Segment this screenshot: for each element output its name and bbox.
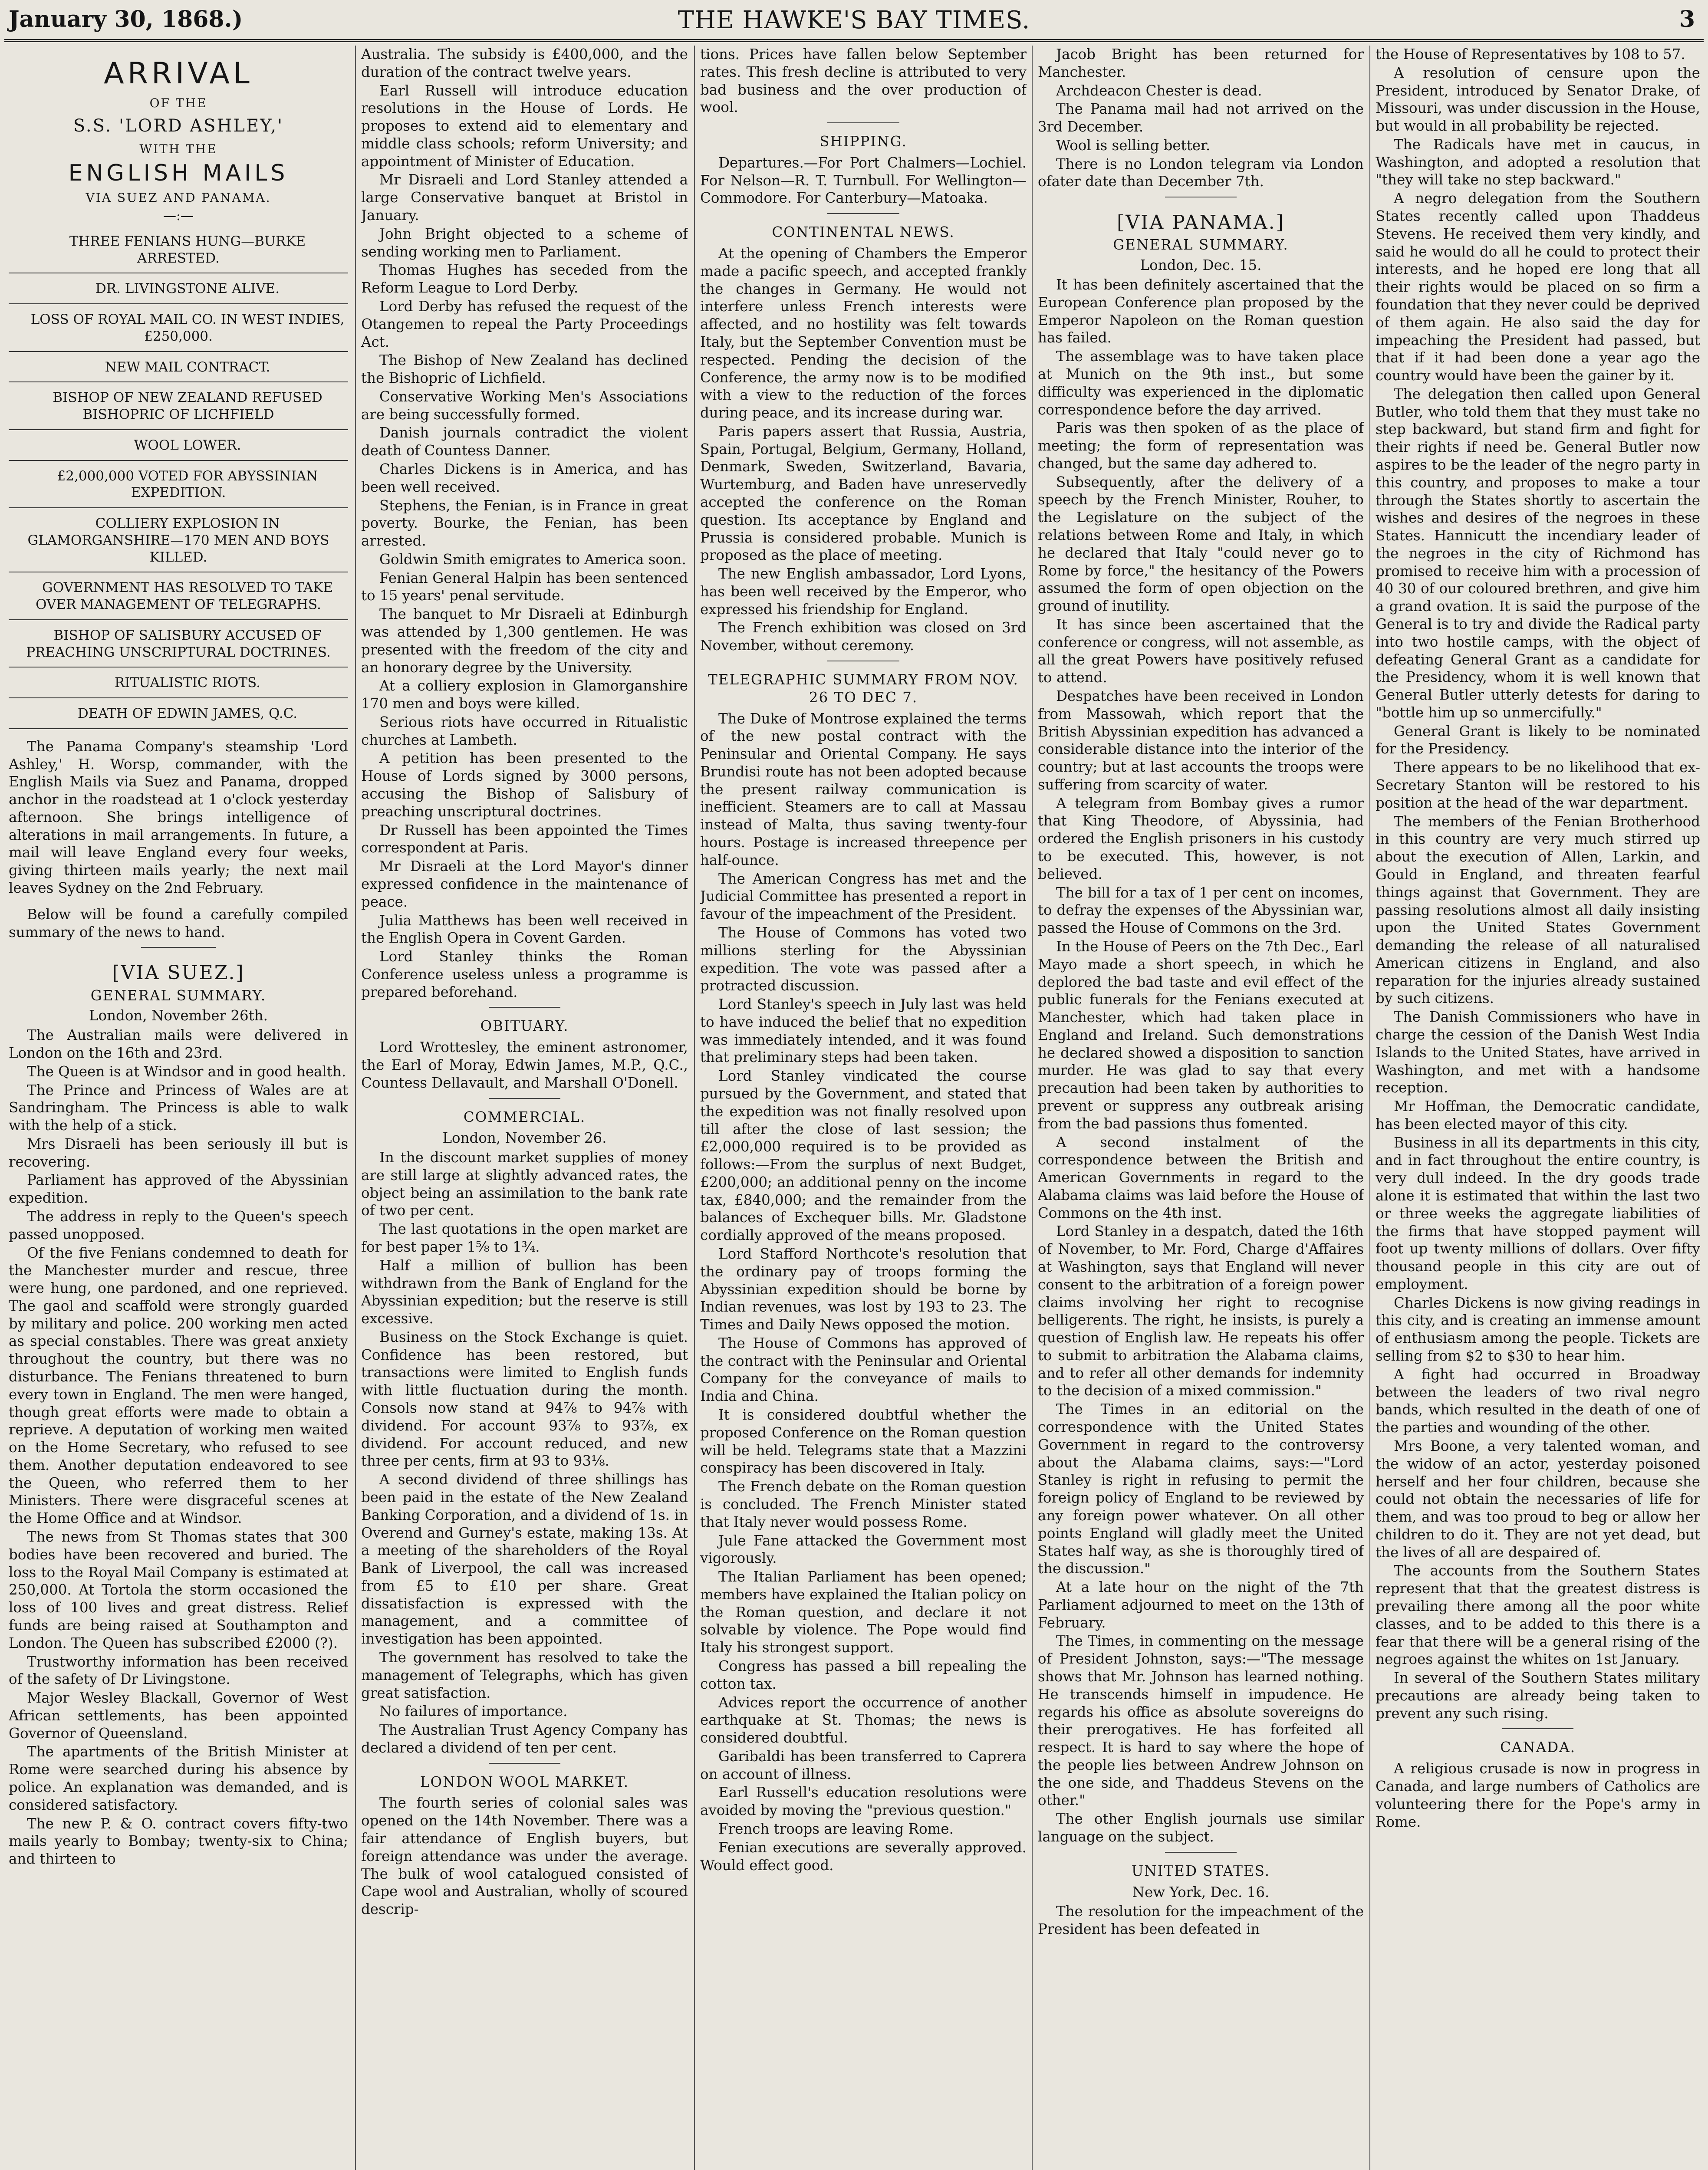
us-dateline: New York, Dec. 16. [1132,1884,1270,1900]
telegraphic-item: Garibaldi has been transferred to Caprera on account of illness. [700,1748,1027,1782]
news-item: The banquet to Mr Disraeli at Edinburgh was attended by 1,300 gentlemen. He was presented with the freedom of the city and an honorary degree by the University. [361,606,688,676]
us-item: A fight had occurred in Broadway between the leaders of two rival negro bands, which resulted in the death of one of the parties and wounding of the other. [1376,1366,1700,1436]
column-rule [1032,46,1033,2170]
telegraphic-heading: TELEGRAPHIC SUMMARY FROM NOV. 26 TO DEC 7. [708,671,1019,706]
column-5 [1376,46,1700,2170]
arrival-title: ARRIVAL [104,56,253,91]
commercial-item: The Australian Trust Agency Company has declared a dividend of ten per cent. [361,1722,688,1756]
news-item: At a colliery explosion in Glamorganshire 170 men and boys were killed. [361,677,688,712]
telegraphic-item: Lord Stanley's speech in July last was held to have induced the belief that no expedition was immediately intended, and it was found that preliminary steps had been taken. [700,996,1027,1066]
telegraphic-item: Fenian executions are severally approved. Would effect good. [700,1839,1027,1874]
us-item: The accounts from the Southern States represent that that the greatest distress is prevailing there among all the poor white classes, and to be added to this there is a fear that there will be a general rising of the negroes against the whites on 1st January. [1376,1562,1700,1668]
news-item: Conservative Working Men's Associations are being successfully formed. [361,388,688,423]
summary-line: GOVERNMENT HAS RESOLVED TO TAKE OVER MANAGEMENT OF TELEGRAPHS. [9,573,348,620]
us-item: A resolution of censure upon the President, introduced by Senator Drake, of Missouri, was under discussion in the House, but would in all probability be rejected. [1376,64,1700,135]
telegraphic-item: The House of Commons has voted two millions sterling for the Abyssinian expedition. The vote was passed after a protracted discussion. [700,924,1027,994]
us-item: In several of the Southern States military precautions are already being taken to prevent any such rising. [1376,1670,1700,1722]
telegraphic-item: The House of Commons has approved of the contract with the Peninsular and Oriental Company for the conveyance of mails to India and China. [700,1335,1027,1405]
telegraphic-item: The Italian Parliament has been opened; members have explained the Italian policy on the Roman question, and declare it not solvable by violence. The Pope would find Italy his strongest support. [700,1568,1027,1656]
separator [1502,1728,1574,1729]
arrival-mails: ENGLISH MAILS [68,160,289,186]
news-item: The address in reply to the Queen's speech passed unopposed. [9,1208,348,1243]
commercial-item: The last quotations in the open market are for best paper 1⅝ to 1¾. [361,1221,688,1255]
column-3 [700,46,1027,2170]
summary-line: RITUALISTIC RIOTS. [9,668,348,698]
us-item: Charles Dickens is now giving readings in this city, and is creating an immense amount of enthusiasm among the people. Tickets are selling from $2 to $30 to hear him. [1376,1294,1700,1364]
news-item: Lord Stanley thinks the Roman Conference useless unless a programme is prepared beforehand. [361,948,688,1000]
column-rule [694,46,695,2170]
news-item: Parliament has approved of the Abyssinian expedition. [9,1172,348,1207]
news-item: Thomas Hughes has seceded from the Reform League to Lord Derby. [361,262,688,296]
news-item: Wool is selling better. [1056,137,1211,154]
panama-dateline: London, Dec. 15. [1140,257,1262,274]
summary-line: WOOL LOWER. [9,431,348,461]
continental-item: Paris papers assert that Russia, Austria, Spain, Portugal, Belgium, Germany, Holland, Denmark, Sweden, Switzerland, Bavaria, Wurtemburg, and Baden have unreservedly accepted the conference on the Roman question. Its acceptance by England and Prussia is considered probable. Munich is proposed as the place of meeting. [700,423,1027,564]
news-item: Serious riots have occurred in Ritualistic churches at Lambeth. [361,713,688,748]
panama-item: Despatches have been received in London from Massowah, which report that the British Abyssinian expedition has advanced a considerable distance into the interior of the country; but at last accounts the troops were suffering from scarcity of water. [1038,688,1364,793]
arrival-ornament: —:— [163,208,194,224]
us-item: The Danish Commissioners who have in charge the cession of the Danish West India Islands to the United States, have arrived in Washington, and met with a handsome reception. [1376,1009,1700,1096]
continental-heading: CONTINENTAL NEWS. [772,224,955,241]
column-rule [355,46,356,2170]
arrival-ship: S.S. 'LORD ASHLEY,' [73,116,284,136]
column-2 [361,46,688,2170]
column-4 [1038,46,1364,2170]
page-number: 3 [1679,6,1695,33]
wool-text: The fourth series of colonial sales was opened on the 14th November. There was a fair attendance of English buyers, but foreign attendance was under the average. The bulk of wool catalogued consisted of Cape wool and Australian, wholly of scoured descrip- [361,1795,688,1918]
us-item: The delegation then called upon General Butler, who told them that they must take no step backward, but stand firm and fight for their rights if need be. General Butler now aspires to be the leader of the negro party in this country, and proposes to make a tour through the States shortly to ascertain the wishes and desires of the negroes in these States. Hannicutt the incendiary leader of the negroes in the city of Richmond has promised to receive him with a procession of 40 30 of our coloured brethren, and give him a grand ovation. It is said the purpose of the General is to try and divide the Radical party into two hostile camps, with the object of defeating General Grant as a candidate for the Presidency, whom it is well known that General Butler utterly detests for daring to "bottle him up so unmercifully." [1376,385,1700,721]
panama-item: It has been definitely ascertained that the European Conference plan proposed by the Emperor Napoleon on the Roman question has failed. [1038,276,1364,346]
us-item: Mr Hoffman, the Democratic candidate, has been elected mayor of this city. [1376,1098,1700,1132]
page-header [0,0,1708,41]
issue-date: January 30, 1868.) [9,6,243,33]
obituary-text: Lord Wrottesley, the eminent astronomer, the Earl of Moray, Edwin James, M.P., Q.C., Countess Dellavault, and Marshall O'Donell. [361,1039,688,1091]
telegraphic-item: It is considered doubtful whether the proposed Conference on the Roman question will be held. Telegrams state that a Mazzini conspiracy has been discovered in Italy. [700,1407,1027,1476]
column-rule [1369,46,1370,2170]
arrival-with-the: WITH THE [139,141,217,156]
commercial-dateline: London, November 26. [442,1130,607,1147]
news-item: Fenian General Halpin has been sentenced to 15 years' penal servitude. [361,569,688,604]
news-item: The Panama mail had not arrived on the 3rd December. [1038,101,1364,135]
panama-item: Subsequently, after the delivery of a speech by the French Minister, Rouher, to the Legislature on the subject of the relations between Rome and Italy, in which he declared that Italy "could never go to Rome by force," the hesitancy of the Powers assumed the form of open objection on the ground of inutility. [1038,473,1364,615]
commercial-item: A second dividend of three shillings has been paid in the estate of the New Zealand Banking Corporation, and a dividend of 1s. in Overend and Gurney's estate, making 13s. At a meeting of the shareholders of the Royal Bank of Liverpool, the call was increased from £5 to £10 per share. Great dissatisfaction is expressed with the management, and a committee of investigation has been appointed. [361,1471,688,1647]
panama-item: The Times in an editorial on the correspondence with the United States Government in regard to the controversy about the Alabama claims, says:—"Lord Stanley is right in refusing to permit the foreign policy of England to be reviewed by any foreign power whatever. On all other points England will gladly meet the United States half way, as she is thoroughly tired of the discussion." [1038,1401,1364,1577]
summary-line: NEW MAIL CONTRACT. [9,353,348,383]
summary-line: COLLIERY EXPLOSION IN GLAMORGANSHIRE—170 MEN AND BOYS KILLED. [9,509,348,572]
obituary-heading: OBITUARY. [480,1018,569,1035]
panama-item: The bill for a tax of 1 per cent on incomes, to defray the expenses of the Abyssinian war, passed the House of Commons on the 3rd. [1038,884,1364,937]
summary-line: LOSS OF ROYAL MAIL CO. IN WEST INDIES, £250,000. [9,305,348,352]
separator [1165,1852,1237,1853]
news-item: The apartments of the British Minister at Rome were searched during his absence by police. An explanation was demanded, and is considered satisfactory. [9,1743,348,1813]
commercial-item: Half a million of bullion has been withdrawn from the Bank of England for the Abyssinian expedition; but the reserve is still excessive. [361,1257,688,1327]
commercial-item: The government has resolved to take the management of Telegraphs, which has given great satisfaction. [361,1649,688,1701]
suez-heading: [VIA SUEZ.] [112,962,245,984]
news-item: Goldwin Smith emigrates to America soon. [379,551,686,568]
us-item: Business in all its departments in this city, and in fact throughout the entire country, is very dull indeed. In the dry goods trade alone it is estimated that within the last two or three weeks the aggregate liabilities of the firms that have stopped payment will foot up twenty millions of dollars. Over fifty thousand people in this city are out of employment. [1376,1134,1700,1292]
separator [489,1007,561,1008]
us-item: Mrs Boone, a very talented woman, and the widow of an actor, yesterday poisoned herself and her four children, because she could not obtain the necessaries of life for them, and was too proud to beg or allow her children to do it. They are not yet dead, but the lives of all are despaired of. [1376,1437,1700,1561]
telegraphic-item: Lord Stanley vindicated the course pursued by the Government, and stated that the expedition was not finally resolved upon till after the close of last session; the £2,000,000 required is to be provided as follows:—From the surplus of next Budget, £200,000; an additional penny on the income tax, £840,000; and the remainder from the balances of Exchequer bills. Mr. Gladstone cordially approved of the means proposed. [700,1068,1027,1244]
us-heading: UNITED STATES. [1131,1862,1270,1879]
continental-item: The French exhibition was closed on 3rd November, without ceremony. [700,619,1027,654]
arrival-via: VIA SUEZ AND PANAMA. [86,191,271,205]
summary-line: £2,000,000 VOTED FOR ABYSSINIAN EXPEDITION. [9,462,348,509]
suez-subheading: GENERAL SUMMARY. [90,987,267,1004]
panama-subheading: GENERAL SUMMARY. [1113,237,1289,253]
summary-line: BISHOP OF NEW ZEALAND REFUSED BISHOPRIC OF LICHFIELD [9,383,348,430]
suez-dateline: London, November 26th. [89,1007,268,1024]
telegraphic-item: The American Congress has met and the Judicial Committee has presented a report in favour of the impeachment of the President. [700,870,1027,923]
shipping-text: Departures.—For Port Chalmers—Lochiel. For Nelson—R. T. Turnbull. For Wellington—Commodore. For Canterbury—Matoaka. [700,154,1027,207]
news-item: Mr Disraeli and Lord Stanley attended a large Conservative banquet at Bristol in January. [361,171,688,224]
news-item: Of the five Fenians condemned to death for the Manchester murder and rescue, three were hung, one pardoned, and one reprieved. The gaol and scaffold were strongly guarded by military and police. 200 working men acted as special constables. There was great anxiety throughout the country, but there was no disturbance. The Fenians threatened to burn every town in England. The men were hanged, though great efforts were made to obtain a reprieve. A deputation of working men waited on the Home Secretary, who refused to see them. Another deputation endeavored to see the Queen, who referred them to her Ministers. There were disgraceful scenes at the Home Office and at Windsor. [9,1244,348,1527]
summary-line: BISHOP OF SALISBURY ACCUSED OF PREACHING UNSCRIPTURAL DOCTRINES. [9,621,348,668]
header-rule [4,39,1704,42]
news-item: Mr Disraeli at the Lord Mayor's dinner expressed confidence in the maintenance of peace. [361,858,688,910]
separator [489,1763,561,1764]
news-item: There is no London telegram via London ofater date than December 7th. [1038,155,1364,190]
column-1 [9,46,348,2170]
news-item: Lord Derby has refused the request of the Otangemen to repeal the Party Proceedings Act. [361,298,688,350]
panama-item: A telegram from Bombay gives a rumor that King Theodore, of Abyssinia, had ordered the English prisoners in his custody to be executed. This, however, is not believed. [1038,795,1364,882]
panama-item: In the House of Peers on the 7th Dec., Earl Mayo made a short speech, in which he deplored the bad taste and evil effect of the public funerals for the Fenians executed at Manchester, which had taken place in England and Ireland. Such demonstrations he declared showed a disposition to sanction murder. He was glad to say that every precaution had been taken by authorities to prevent or suppress any outbreak arising from the bad passions thus fomented. [1038,938,1364,1132]
arrival-of-the: OF THE [149,96,207,111]
telegraphic-item: Congress has passed a bill repealing the cotton tax. [700,1657,1027,1692]
shipping-heading: SHIPPING. [819,133,907,150]
canada-text: A religious crusade is now in progress in Canada, and large numbers of Catholics are volunteering there for the Pope's army in Rome. [1376,1760,1700,1830]
news-item: Earl Russell will introduce education resolutions in the House of Lords. He proposes to extend aid to elementary and middle class schools; reform University; and appointment of Minister of Education. [361,82,688,170]
telegraphic-item: French troops are leaving Rome. [718,1821,954,1837]
telegraphic-item: The Duke of Montrose explained the terms of the new postal contract with the Peninsular and Oriental Company. He says Brundisi route has not been adopted because the present railway communication is inefficient. Steamers are to call at Massau instead of Malta, thus saving twenty-four hours. Postage is increased threepence per half-ounce. [700,710,1027,868]
us-item: The members of the Fenian Brotherhood in this country are very much stirred up about the execution of Allen, Larkin, and Gould in England, and threaten fearful things against that Government. They are passing resolutions almost all daily insisting upon the United States Government demanding the release of all naturalised American citizens in England, and also reparation for the injuries already sustained by such citizens. [1376,813,1700,1007]
news-item: Trustworthy information has been received of the safety of Dr Livingstone. [9,1653,348,1688]
panama-heading: [VIA PANAMA.] [1117,211,1285,234]
commercial-item: Business on the Stock Exchange is quiet. Confidence has been restored, but transactions were limited to English funds with little fluctuation during the month. Consols now stand at 94⅞ to 94⅞ with dividend. For account 93⅞ to 93⅞, ex dividend. For account reduced, and new three per cents, firm at 93 to 93⅛. [361,1328,688,1470]
separator [141,947,216,948]
panama-item: The other English journals use similar language on the subject. [1038,1811,1364,1845]
us-item: General Grant is likely to be nominated for the Presidency. [1376,723,1700,757]
panama-item: Paris was then spoken of as the place of meeting; the form of representation was changed, but the same day adhered to. [1038,420,1364,472]
panama-item: Lord Stanley in a despatch, dated the 16th of November, to Mr. Ford, Charge d'Affaires at Washington, says that England will never consent to the arbitration of a foreign power claims involving her right to recognise belligerents. The right, he insists, is purely a question of English law. He repeats his offer to submit to arbitration the Alabama claims, and to refer all other demands for indemnity to the decision of a mixed commission." [1038,1223,1364,1399]
commercial-item: In the discount market supplies of money are still large at slightly advanced rates, the object being an assimilation to the bank rate of two per cent. [361,1149,688,1219]
summary-line: THREE FENIANS HUNG—BURKE ARRESTED. [9,227,348,274]
telegraphic-item: Lord Stafford Northcote's resolution that the ordinary pay of troops forming the Abyssinian expedition should be borne by Indian revenues, was lost by 193 to 23. The Times and Daily News opposed the motion. [700,1246,1027,1333]
newspaper-title: THE HAWKE'S BAY TIMES. [678,6,1030,34]
telegraphic-item: Advices report the occurrence of another earthquake at St. Thomas; the news is considered doubtful. [700,1694,1027,1746]
separator [489,1098,561,1099]
summary-line: DEATH OF EDWIN JAMES, Q.C. [9,699,348,729]
panama-item: The Times, in commenting on the message of President Johnston, says:—"The message shows that Mr. Johnson has learned nothing. He transcends himself in impudence. He regards his office as absolute sovereigns do their prerogatives. He has forfeited all respect. It is hard to say where the hope of the people lies between Andrew Johnson on the one side, and Thaddeus Stevens on the other." [1038,1633,1364,1809]
panama-item: The assemblage was to have taken place at Munich on the 9th inst., but some difficulty was experienced in the diplomatic correspondence before the day arrived. [1038,348,1364,418]
arrival-intro: Below will be found a carefully compiled summary of the news to hand. [9,906,348,940]
us-item: The resolution for the impeachment of the President has been defeated in [1038,1903,1364,1938]
news-item: Julia Matthews has been well received in the English Opera in Covent Garden. [361,912,688,947]
news-item: The new P. & O. contract covers fifty-two mails yearly to Bombay; twenty-six to China; and thirteen to [9,1815,348,1868]
news-item: The Bishop of New Zealand has declined the Bishopric of Lichfield. [361,352,688,387]
panama-item: At a late hour on the night of the 7th Parliament adjourned to meet on the 13th of February. [1038,1579,1364,1631]
news-item: John Bright objected to a scheme of sending working men to Parliament. [361,225,688,260]
news-item: Dr Russell has been appointed the Times correspondent at Paris. [361,822,688,856]
summary-line: DR. LIVINGSTONE ALIVE. [9,274,348,304]
news-item: Stephens, the Fenian, is in France in great poverty. Bourke, the Fenian, has been arrested. [361,497,688,549]
separator [827,122,899,123]
news-item: Archdeacon Chester is dead. [1056,82,1262,99]
news-item: Jacob Bright has been returned for Manchester. [1038,46,1364,80]
us-item-continued: the House of Representatives by 108 to 57. [1376,46,1685,62]
panama-item: It has since been ascertained that the conference or congress, will not assemble, as all the great Powers have positively refused to attend. [1038,616,1364,686]
us-item: There appears to be no likelihood that ex-Secretary Stanton will be restored to his position at the head of the war department. [1376,759,1700,811]
telegraphic-item: Jule Fane attacked the Government most vigorously. [700,1532,1027,1567]
news-item: The Prince and Princess of Wales are at Sandringham. The Princess is able to walk with the help of a stick. [9,1082,348,1134]
telegraphic-item: Earl Russell's education resolutions were avoided by moving the "previous question." [700,1784,1027,1819]
continental-item: At the opening of Chambers the Emperor made a pacific speech, and accepted frankly the changes in Germany. He would not interfere unless French interests were affected, and no hostility was felt towards Italy, but the September Convention must be respected. Pending the decision of the Conference, the army now is to be modified with a view to the reduction of the forces during peace, and its increase during war. [700,245,1027,421]
news-item: Danish journals contradict the violent death of Countess Danner. [361,424,688,459]
news-item: Mrs Disraeli has been seriously ill but is recovering. [9,1135,348,1170]
news-item: Major Wesley Blackall, Governor of West African settlements, has been appointed Governor of Queensland. [9,1690,348,1742]
news-item: The Australian mails were delivered in London on the 16th and 23rd. [9,1027,348,1061]
panama-item: A second instalment of the correspondence between the British and American Governments in regard to the Alabama claims was laid before the House of Commons on the 4th inst. [1038,1134,1364,1221]
news-item: A petition has been presented to the House of Lords signed by 3000 persons, accusing the Bishop of Salisbury of preaching unscriptural doctrines. [361,750,688,820]
us-item: A negro delegation from the Southern States recently called upon Thaddeus Stevens. He received them very kindly, and said he would do all he could to protect their interests, and he hoped ere long that all their rights would be placed on so firm a foundation that they never could be deprived of them again. He also said the day for impeaching the President had passed, but that if it had been done a year ago the country would have been the gainer by it. [1376,190,1700,384]
us-item: The Radicals have met in caucus, in Washington, and adopted a resolution that "they will take no step backward." [1376,136,1700,188]
canada-heading: CANADA. [1500,1739,1576,1756]
arrival-intro: The Panama Company's steamship 'Lord Ashley,' H. Worsp, commander, with the English Mails via Suez and Panama, dropped anchor in the roadstead at 1 o'clock yesterday afternoon. She brings intelligence of alterations in mail arrangements. In future, a mail will leave England every four weeks, giving thirteen mails yearly; the next mail leaves Sydney on the 2nd February. [9,738,348,897]
continental-item: The new English ambassador, Lord Lyons, has been well received by the Emperor, who expressed his friendship for England. [700,566,1027,618]
separator [827,213,899,214]
news-item: Charles Dickens is in America, and has been well received. [361,460,688,495]
news-item: The Queen is at Windsor and in good health. [27,1063,346,1080]
commercial-heading: COMMERCIAL. [463,1108,586,1125]
wool-heading: LONDON WOOL MARKET. [420,1773,629,1790]
news-item: Australia. The subsidy is £400,000, and the duration of the contract twelve years. [361,46,688,80]
telegraphic-item: The French debate on the Roman question is concluded. The French Minister stated that Italy never would possess Rome. [700,1478,1027,1530]
wool-text-continued: tions. Prices have fallen below September rates. This fresh decline is attributed to very bad business and the over production of wool. [700,46,1027,116]
news-item: The news from St Thomas states that 300 bodies have been recovered and buried. The loss to the Royal Mail Company is estimated at 250,000. At Tortola the storm occasioned the loss of 100 lives and great distress. Relief funds are being raised at Southampton and London. The Queen has subscribed £2000 (?). [9,1529,348,1651]
commercial-item: No failures of importance. [379,1703,568,1720]
